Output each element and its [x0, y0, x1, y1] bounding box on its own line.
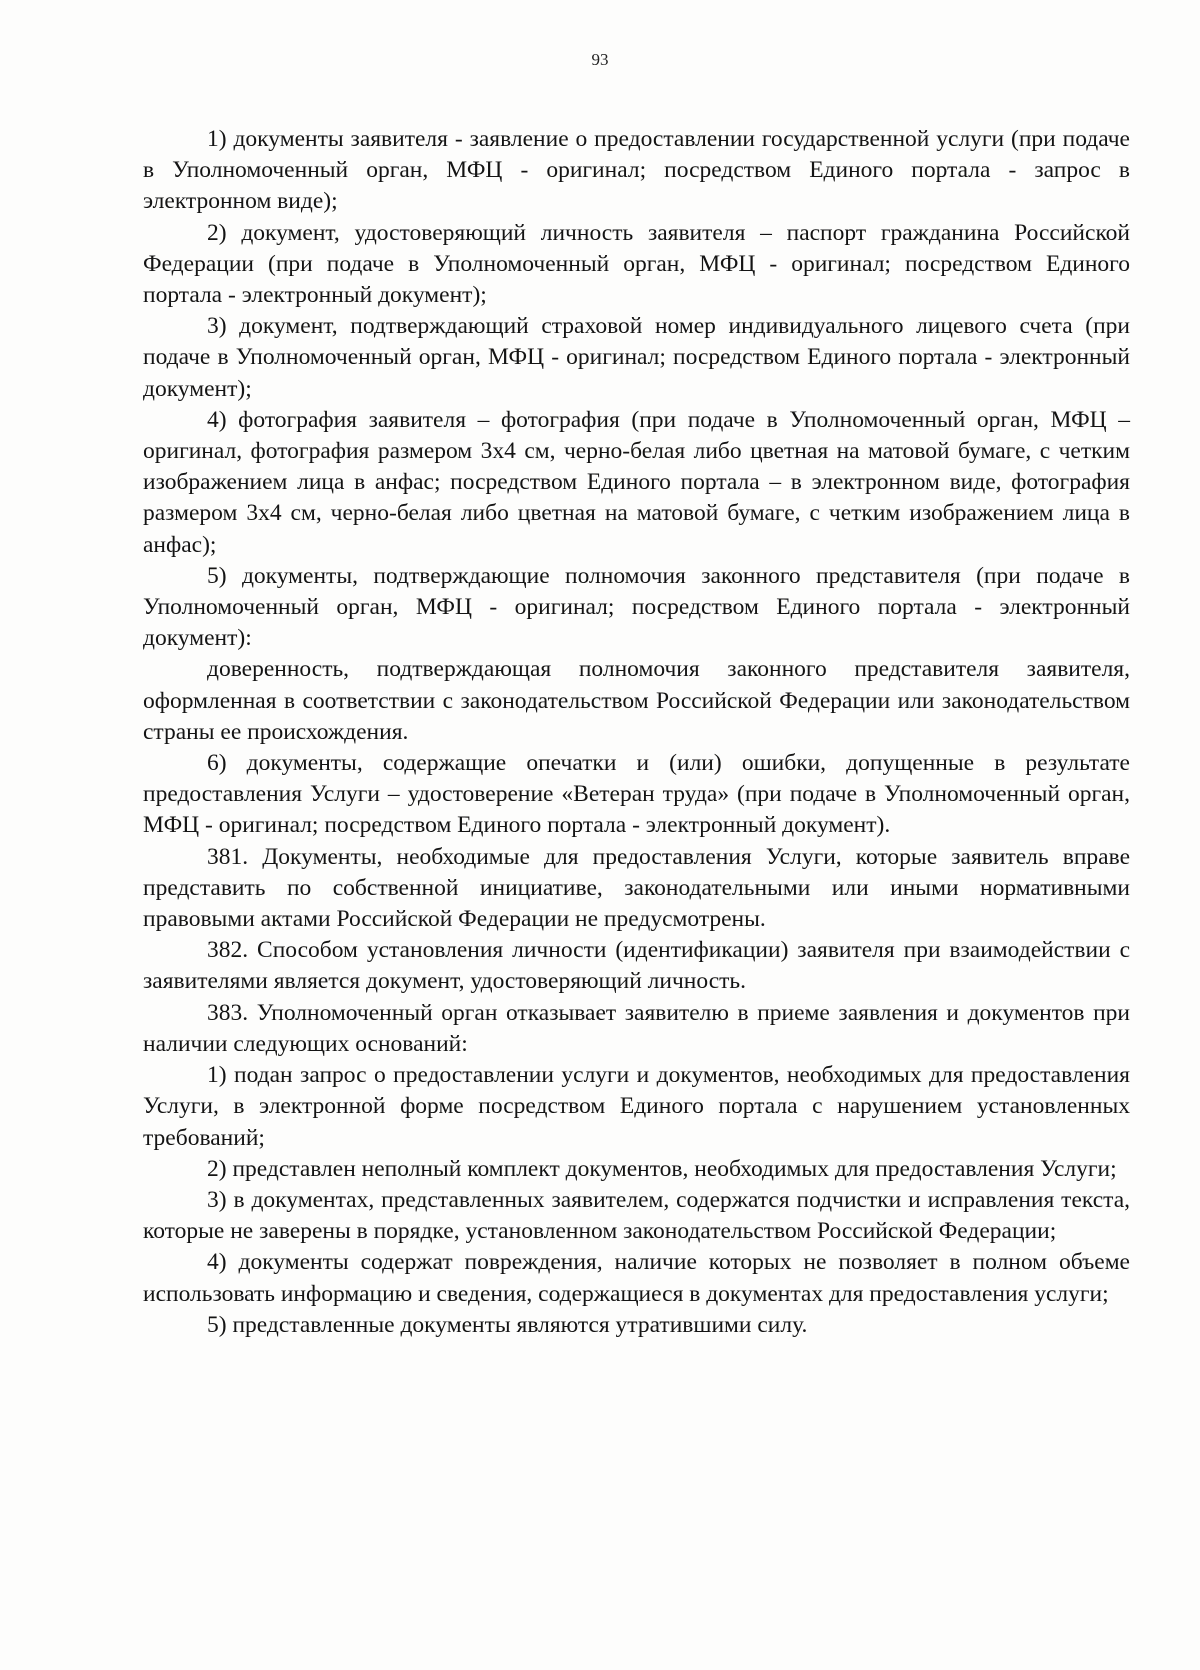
paragraph-item-5-representative-authority: 5) документы, подтверждающие полномочия законного представителя (при подаче в Уполномоченный орган, МФЦ - оригинал; посредством Единого портала - электронный документ):: [143, 562, 1130, 652]
paragraph-refusal-ground-5: 5) представленные документы являются утратившими силу.: [207, 1311, 808, 1338]
paragraph-power-of-attorney: доверенность, подтверждающая полномочия законного представителя заявителя, оформленная в соответствии с законодательством Российской Федерации или законодательством страны ее происхождения.: [143, 656, 1130, 745]
paragraph-refusal-ground-1: 1) подан запрос о предоставлении услуги и документов, необходимых для предоставления Услуги, в электронной форме посредством Единого портала с нарушением установленных требований;: [143, 1062, 1130, 1151]
paragraph-item-3-snils-document: 3) документ, подтверждающий страховой номер индивидуального лицевого счета (при подаче в Уполномоченный орган, МФЦ - оригинал; посредством Единого портала - электронный документ);: [143, 313, 1130, 402]
paragraph-item-6-error-documents: 6) документы, содержащие опечатки и (или) ошибки, допущенные в результате предоставления Услуги – удостоверение «Ветеран труда» (при подаче в Уполномоченный орган, МФЦ - оригинал; посредством Единого портала - электронный документ).: [143, 750, 1130, 839]
paragraph-item-2-identity-document: 2) документ, удостоверяющий личность заявителя – паспорт гражданина Российской Федерации (при подаче в Уполномоченный орган, МФЦ - оригинал; посредством Единого портала - электронный документ);: [143, 219, 1130, 309]
paragraph-refusal-ground-4: 4) документы содержат повреждения, наличие которых не позволяет в полном объеме использовать информацию и сведения, содержащиеся в документах для предоставления услуги;: [143, 1249, 1130, 1307]
paragraph-item-4-photo: 4) фотография заявителя – фотография (при подаче в Уполномоченный орган, МФЦ – оригинал, фотография размером 3x4 см, черно-белая либо цветная на матовой бумаге, с четким изображением лица в анфас; посредством Единого портала – в электронном виде, фотография размером 3x4 см, черно-белая либо цветная на матовой бумаге, с четким изображением лица в анфас);: [143, 406, 1130, 558]
paragraph-refusal-ground-2: 2) представлен неполный комплект документов, необходимых для предоставления Услуги;: [207, 1155, 1117, 1182]
paragraph-clause-383: 383. Уполномоченный орган отказывает заявителю в приеме заявления и документов при наличии следующих оснований:: [143, 999, 1130, 1057]
paragraph-refusal-ground-3: 3) в документах, представленных заявителем, содержатся подчистки и исправления текста, которые не заверены в порядке, установленном законодательством Российской Федерации;: [143, 1186, 1130, 1245]
paragraph-clause-382: 382. Способом установления личности (идентификации) заявителя при взаимодействии с заявителями является документ, удостоверяющий личность.: [143, 937, 1130, 995]
page-number: 93: [591, 50, 609, 69]
paragraph-item-1-applicant-documents: 1) документы заявителя - заявление о предоставлении государственной услуги (при подаче в Уполномоченный орган, МФЦ - оригинал; посредством Единого портала - запрос в электронном виде);: [143, 126, 1130, 215]
paragraph-clause-381: 381. Документы, необходимые для предоставления Услуги, которые заявитель вправе представить по собственной инициативе, законодательными или иными нормативными правовыми актами Российской Федерации не предусмотрены.: [143, 843, 1130, 933]
document-body: [143, 124, 1130, 1341]
